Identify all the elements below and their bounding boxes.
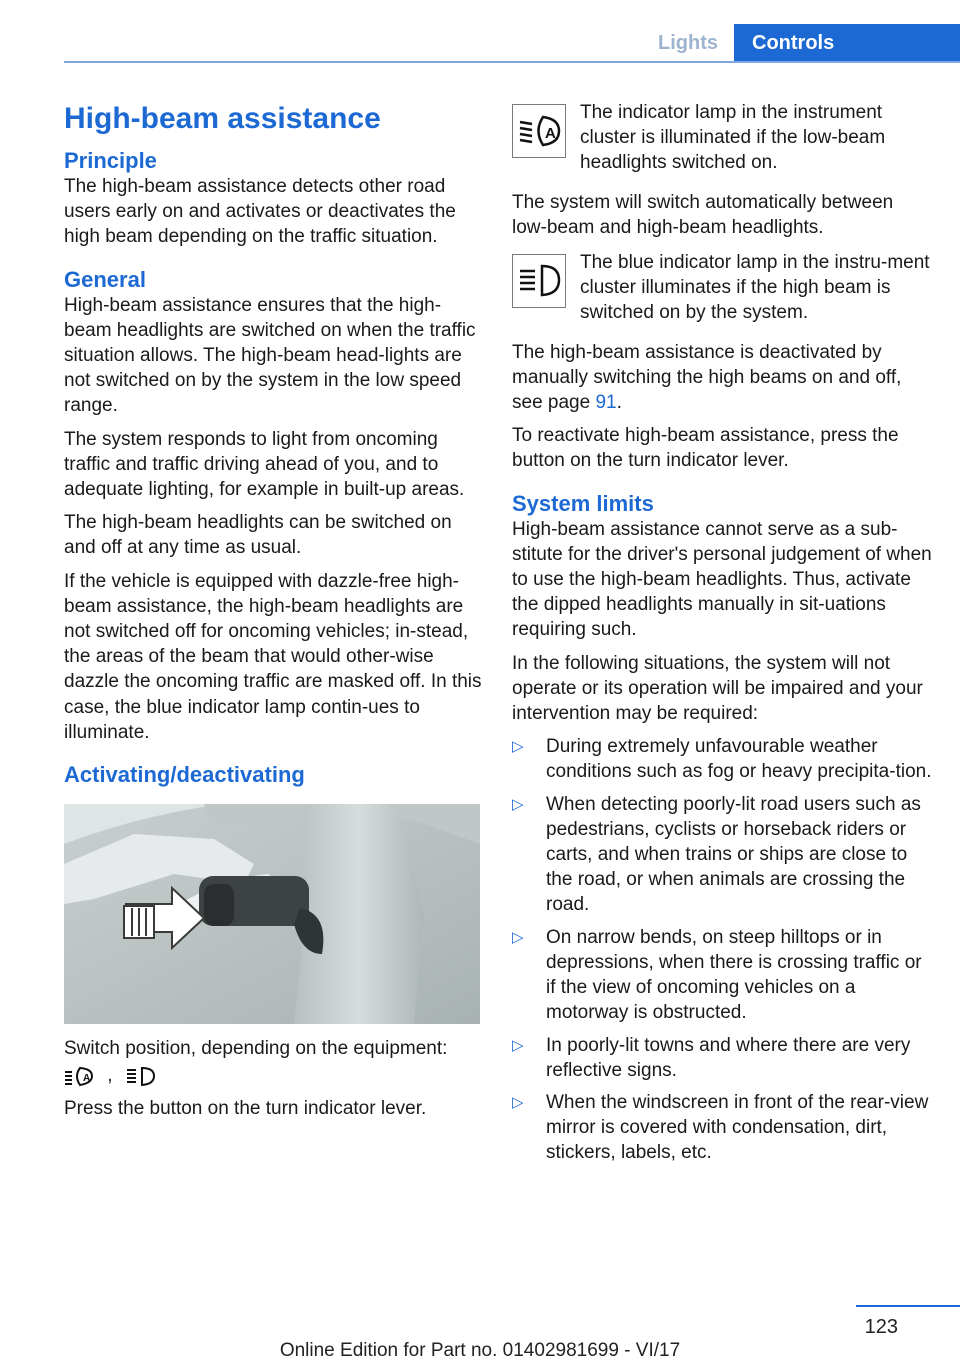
bullet-triangle-icon: ▷ (512, 738, 524, 756)
list-item: ▷ When detecting poorly-lit road users such as pedestrians, cyclists or horseback riders or carts, and when trains or ships are close to the road, or when animals are crossing the road. (512, 793, 921, 916)
system-limits-list (512, 734, 932, 1165)
list-item: ▷ On narrow bends, on steep hilltops or in depressions, when there is crossing traffic or if the view of oncoming vehicles on a motorway is obstructed. (512, 926, 922, 1024)
list-item: ▷ During extremely unfavourable weather conditions such as fog or heavy precipita-tion. (512, 736, 932, 783)
bullet-triangle-icon: ▷ (512, 1093, 524, 1111)
general-paragraph-2: The system responds to light from oncoming traffic and traffic driving ahead of you, and to adequate lighting, for example in built-up areas. (64, 428, 465, 501)
edition-footer: Online Edition for Part no. 01402981699 - VI/17 (279, 1340, 681, 1361)
general-paragraph-4: If the vehicle is equipped with dazzle-free high-beam assistance, the high-beam headlights are not switched off for oncoming vehicles; in-stead, the areas of the beam that would other-wise dazzle the oncoming traffic are masked off. In this case, the blue indicator lamp contin-ues to illuminate. (64, 570, 482, 743)
system-limits-paragraph-1: High-beam assistance cannot serve as a sub-stitute for the driver's personal judgement of when to use the high-beam headlights. Thus, activate the dipped headlights manually in sit-uations requiring such. (512, 518, 932, 641)
bullet-triangle-icon: ▷ (512, 795, 524, 813)
activating-heading: Activating/deactivating (64, 762, 305, 788)
principle-text: The high-beam assistance detects other road users early on and activates or deactivates the high beam depending on the traffic situation. (64, 176, 456, 248)
svg-text:A: A (83, 1073, 91, 1085)
list-item: ▷ In poorly-lit towns and where there are very reflective signs. (512, 1034, 911, 1081)
press-button-text: Press the button on the turn indicator lever. (64, 1098, 427, 1120)
right-column (512, 100, 932, 1173)
general-paragraph-1: High-beam assistance ensures that the high-beam headlights are switched on when the traffic situation allows. The high-beam head-lights are not switched on by the system in the low speed range. (64, 294, 476, 417)
auto-switch-text: The system will switch automatically between low-beam and high-beam headlights. (512, 191, 894, 238)
high-beam-small-icon (126, 1065, 156, 1087)
page-number-rule (856, 1305, 960, 1307)
high-beam-indicator-row (512, 250, 932, 326)
left-column (64, 100, 484, 1130)
reactivate-text: To reactivate high-beam assistance, press the button on the turn indicator lever. (512, 425, 899, 472)
bullet-triangle-icon: ▷ (512, 928, 524, 946)
principle-section (64, 148, 484, 250)
general-section (64, 267, 484, 745)
list-item: ▷ When the windscreen in front of the rear-view mirror is covered with condensation, dirt, stickers, labels, etc. (512, 1091, 929, 1164)
icon-separator: , (107, 1065, 113, 1087)
low-beam-indicator-text: The indicator lamp in the instrument cluster is illuminated if the low-beam headlights switched on. (580, 102, 886, 174)
page-title: High-beam assistance (64, 102, 381, 135)
svg-text:A: A (545, 125, 556, 142)
high-beam-indicator-text: The blue indicator lamp in the instru-ment cluster illuminates if the high beam is switched on by the system. (580, 252, 930, 324)
general-paragraph-3: The high-beam headlights can be switched on and off at any time as usual. (64, 512, 452, 559)
system-limits-heading: System limits (512, 490, 654, 516)
page-number: 123 (864, 1316, 898, 1338)
header-tabs (640, 24, 960, 62)
turn-indicator-lever-illustration (64, 804, 480, 1024)
activating-section (64, 762, 484, 1122)
page-91-link[interactable]: 91 (595, 392, 617, 414)
system-limits-section (512, 491, 932, 1166)
header-rule (64, 61, 960, 63)
low-beam-indicator-row (512, 100, 932, 176)
switch-position-text: Switch position, depending on the equipment: (64, 1038, 448, 1060)
deactivated-text (512, 340, 932, 416)
general-heading: General (64, 266, 146, 292)
system-limits-paragraph-2: In the following situations, the system will not operate or its operation will be impaired and your intervention may be required: (512, 652, 923, 725)
tab-controls[interactable]: Controls (734, 24, 960, 62)
high-beam-assist-small-icon (64, 1065, 94, 1087)
bullet-triangle-icon: ▷ (512, 1036, 524, 1054)
low-beam-indicator-icon (512, 104, 566, 158)
deactivated-text-pre: The high-beam assistance is deactivated by manually switching the high beams on and off, see page (512, 341, 902, 414)
tab-lights[interactable]: Lights (658, 32, 718, 54)
deactivated-text-post: . (616, 392, 622, 414)
principle-heading: Principle (64, 148, 157, 173)
high-beam-indicator-icon (512, 254, 566, 308)
switch-icons-row (64, 1063, 484, 1088)
